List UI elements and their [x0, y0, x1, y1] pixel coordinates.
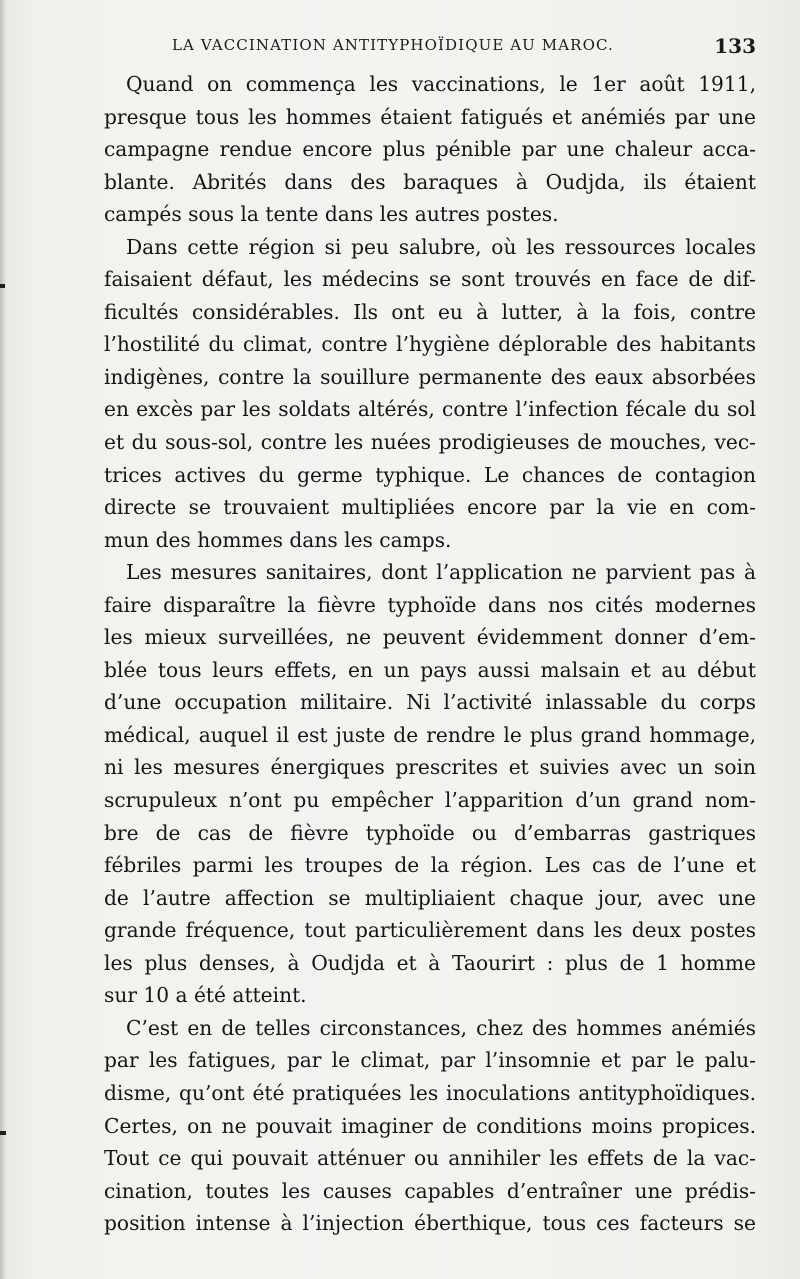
text-line: indigènes, contre la souillure permanente des eaux absorbées	[104, 364, 756, 389]
text-line: sur 10 a été atteint.	[104, 983, 307, 1008]
text-line: Tout ce qui pouvait atténuer ou annihiler les effets de la vac-	[104, 1146, 756, 1171]
text-line: Certes, on ne pouvait imaginer de conditions moins propices.	[104, 1113, 756, 1138]
running-head	[172, 34, 758, 58]
text-line: et du sous-sol, contre les nuées prodigieuses de mouches, vec-	[104, 430, 756, 455]
text-line: trices actives du germe typhique. Le chances de contagion	[104, 462, 756, 487]
text-line: directe se trouvaient multipliées encore par la vie en com-	[104, 495, 756, 520]
text-line: ni les mesures énergiques prescrites et suivies avec un soin	[104, 755, 756, 780]
text-line: blante. Abrités dans des baraques à Oudjda, ils étaient	[104, 169, 756, 194]
text-line: disme, qu’ont été pratiquées les inoculations antityphoïdiques.	[104, 1080, 756, 1105]
text-line: cination, toutes les causes capables d’entraîner une prédis-	[104, 1178, 756, 1203]
text-line: ficultés considérables. Ils ont eu à lutter, à la fois, contre	[104, 299, 756, 324]
text-line: faisaient défaut, les médecins se sont trouvés en face de dif-	[104, 267, 756, 292]
text-line: blée tous leurs effets, en un pays aussi malsain et au début	[104, 657, 756, 682]
text-line: Les mesures sanitaires, dont l’application ne parvient pas à	[126, 560, 756, 585]
text-line: position intense à l’injection éberthique, tous ces facteurs se	[104, 1211, 756, 1236]
text-line: de l’autre affection se multipliaient chaque jour, avec une	[104, 885, 756, 910]
body-text	[104, 68, 756, 1240]
text-line: par les fatigues, par le climat, par l’insomnie et par le palu-	[104, 1048, 756, 1073]
text-line: mun des hommes dans les camps.	[104, 527, 452, 552]
text-line: C’est en de telles circonstances, chez des hommes anémiés	[126, 1015, 756, 1040]
margin-mark	[0, 1131, 6, 1135]
text-line: les plus denses, à Oudjda et à Taourirt : plus de 1 homme	[104, 950, 756, 975]
text-line: en excès par les soldats altérés, contre l’infection fécale du sol	[104, 397, 756, 422]
text-line: scrupuleux n’ont pu empêcher l’apparition d’un grand nom-	[104, 788, 756, 813]
text-line: fébriles parmi les troupes de la région. Les cas de l’une et	[104, 853, 756, 878]
text-line: les mieux surveillées, ne peuvent évidemment donner d’em-	[104, 625, 756, 650]
text-line: Dans cette région si peu salubre, où les ressources locales	[126, 234, 756, 259]
running-title: LA VACCINATION ANTITYPHOÏDIQUE AU MAROC.	[172, 36, 614, 54]
text-line: d’une occupation militaire. Ni l’activité inlassable du corps	[104, 690, 756, 715]
text-line: campés sous la tente dans les autres postes.	[104, 202, 559, 227]
text-line: l’hostilité du climat, contre l’hygiène déplorable des habitants	[104, 332, 756, 357]
page-edge-shadow	[0, 0, 6, 1279]
text-line: campagne rendue encore plus pénible par une chaleur acca-	[104, 137, 756, 162]
margin-mark	[0, 284, 5, 288]
page-number: 133	[714, 34, 756, 58]
text-line: Quand on commença les vaccinations, le 1er août 1911,	[126, 72, 756, 96]
text-line: faire disparaître la fièvre typhoïde dans nos cités modernes	[104, 592, 756, 617]
text-line: médical, auquel il est juste de rendre le plus grand hommage,	[104, 722, 756, 747]
text-line: grande fréquence, tout particulièrement dans les deux postes	[104, 918, 756, 943]
text-line: presque tous les hommes étaient fatigués et anémiés par une	[104, 104, 756, 129]
text-line: bre de cas de fièvre typhoïde ou d’embarras gastriques	[104, 820, 756, 845]
